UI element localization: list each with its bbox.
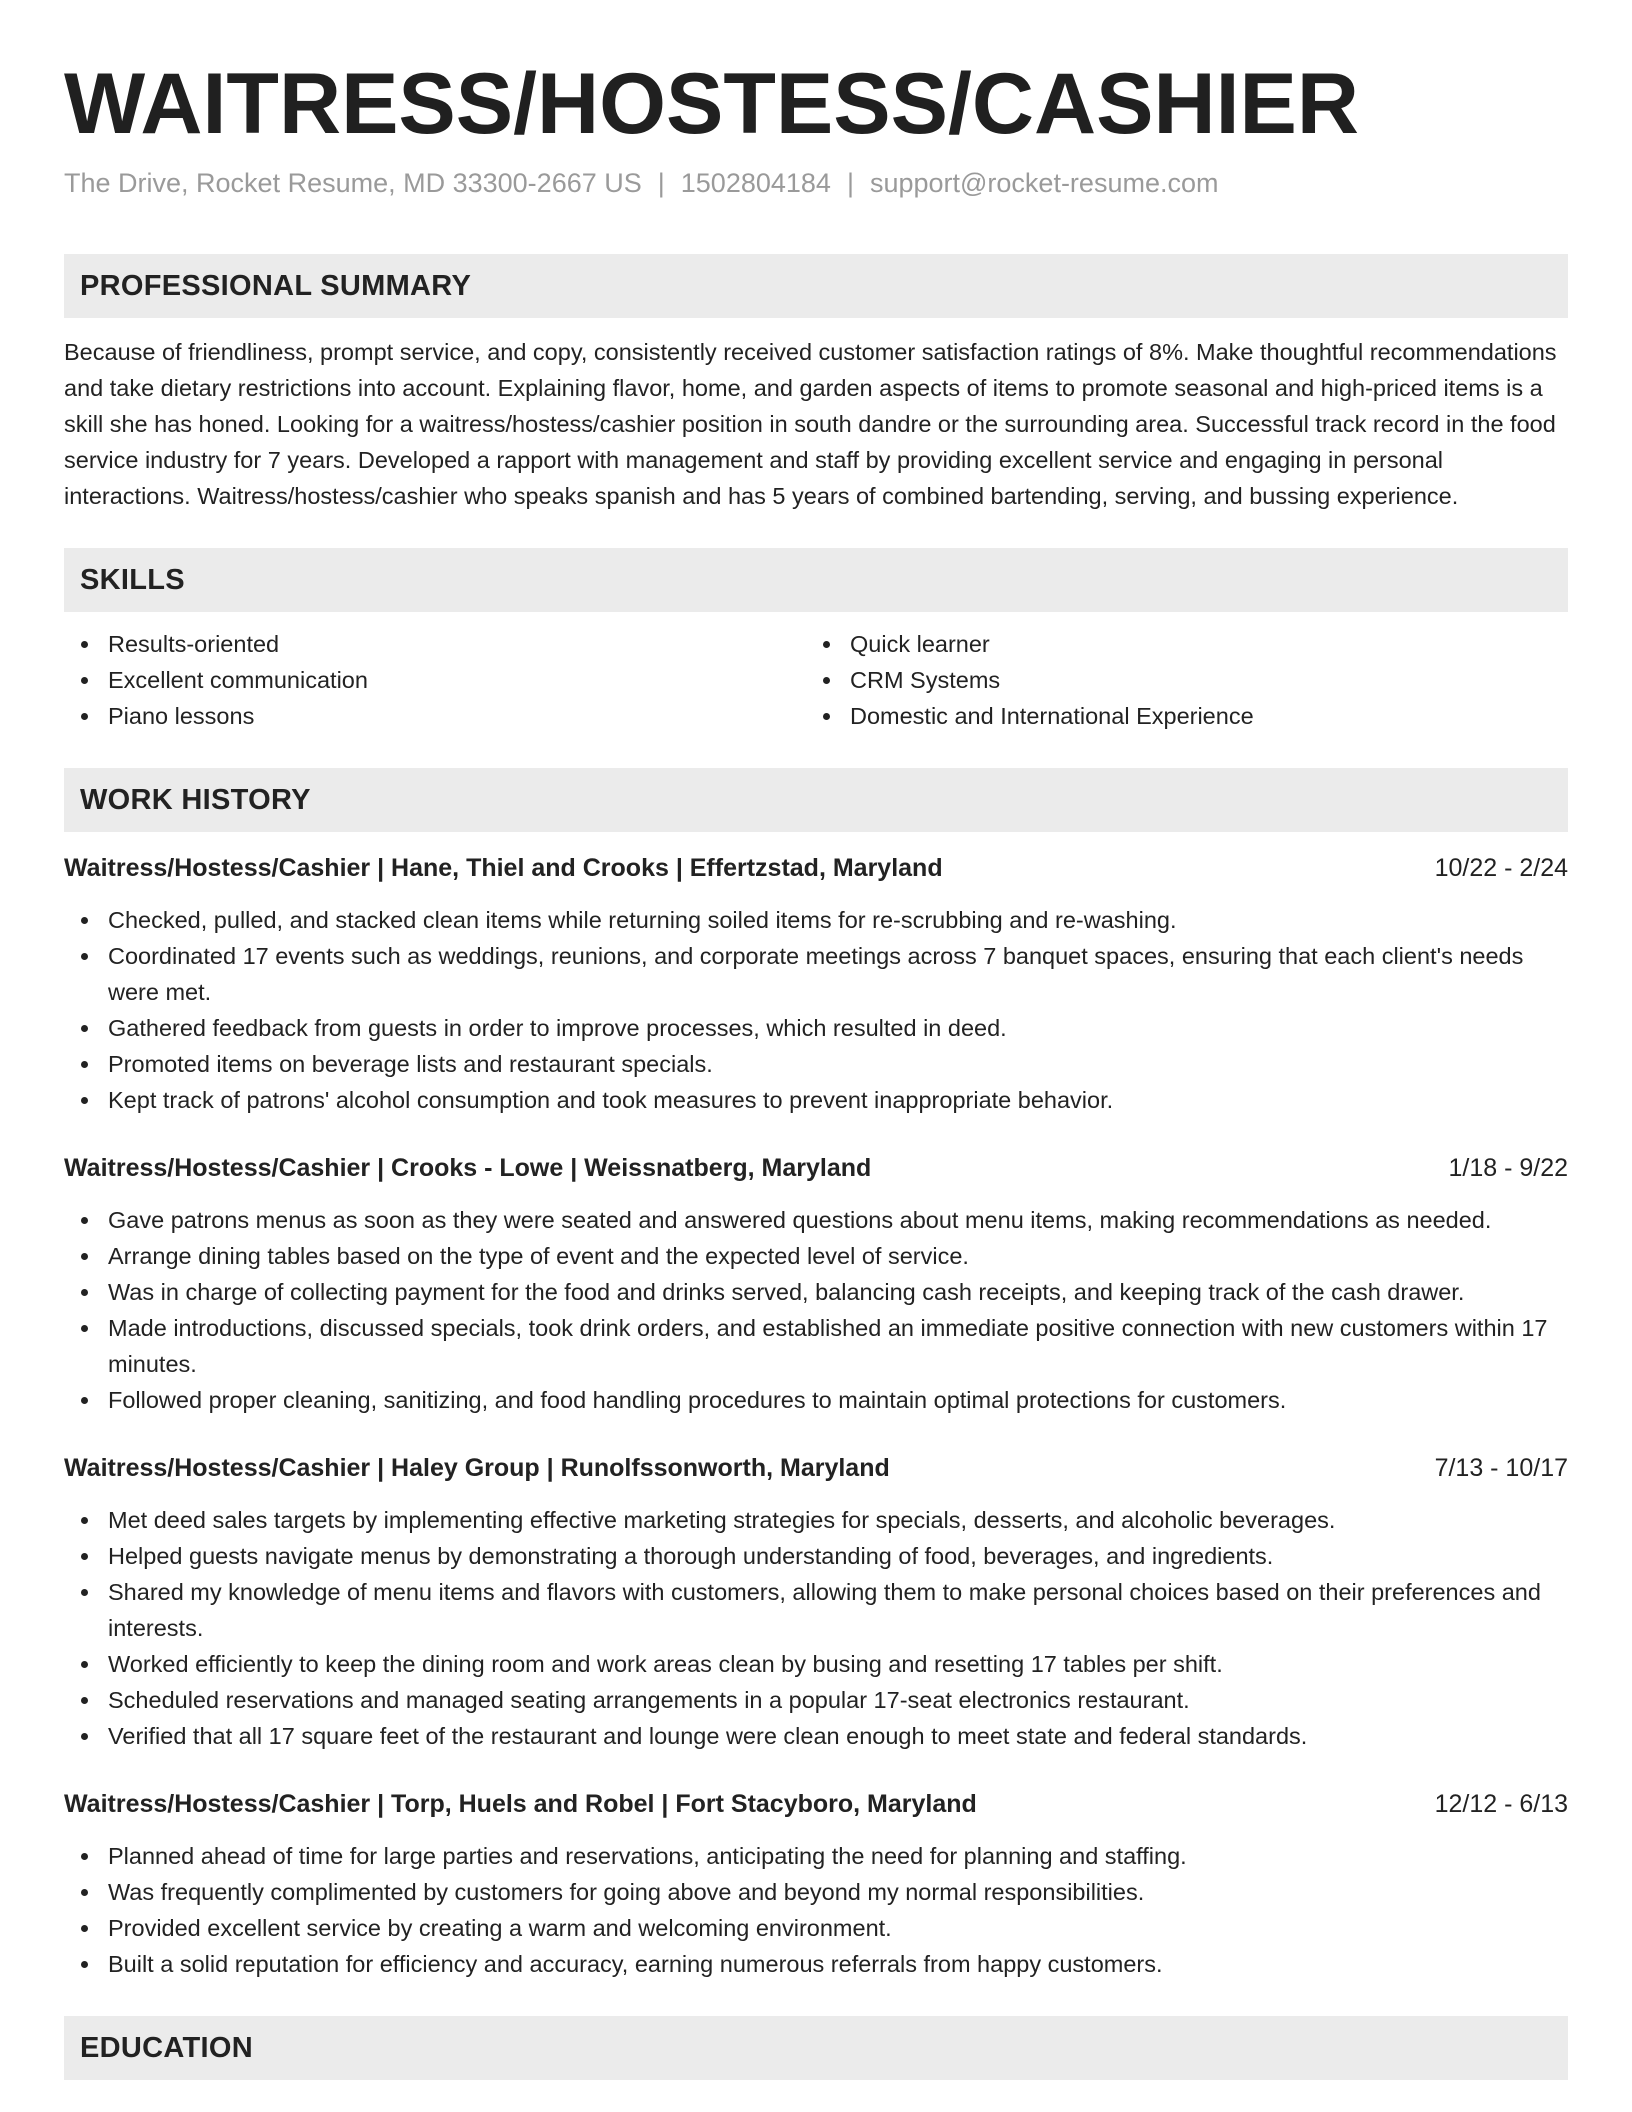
- skill-item-text: Domestic and International Experience: [850, 703, 1254, 729]
- skills-list: [64, 626, 1568, 734]
- bullet-dot: [81, 1517, 88, 1524]
- contact-separator: |: [657, 168, 665, 198]
- job-bullet-text: Was frequently complimented by customers for going above and beyond my normal responsibilities.: [108, 1879, 1145, 1905]
- bullet-dot: [81, 1589, 88, 1596]
- job-bullet-text: Coordinated 17 events such as weddings, reunions, and corporate meetings across 7 banquet spaces, ensuring that each client's needs were met.: [108, 943, 1524, 1005]
- bullet-dot: [81, 1289, 88, 1296]
- job-bullet-text: Scheduled reservations and managed seating arrangements in a popular 17-seat electronics restaurant.: [108, 1687, 1190, 1713]
- job-dates: 1/18 - 9/22: [1448, 1154, 1568, 1182]
- job-bullet: [64, 1538, 1568, 1574]
- skill-item: [806, 626, 1548, 662]
- job-dates: 7/13 - 10/17: [1434, 1454, 1568, 1482]
- job-bullet-text: Followed proper cleaning, sanitizing, and food handling procedures to maintain optimal protections for customers.: [108, 1387, 1287, 1413]
- bullet-dot: [81, 1697, 88, 1704]
- bullet-dot: [81, 1253, 88, 1260]
- job-header: [64, 1450, 1568, 1486]
- bullet-dot: [81, 641, 88, 648]
- contact-line: [64, 166, 1568, 200]
- section-header-summary: PROFESSIONAL SUMMARY: [64, 254, 1568, 318]
- skill-item-text: Piano lessons: [108, 703, 255, 729]
- job-entry: [64, 1786, 1568, 1982]
- job-bullet: [64, 1874, 1568, 1910]
- skill-item-text: Results-oriented: [108, 631, 280, 657]
- bullet-dot: [81, 1397, 88, 1404]
- job-bullet-text: Gathered feedback from guests in order to improve processes, which resulted in deed.: [108, 1015, 1007, 1041]
- bullet-dot: [81, 1217, 88, 1224]
- job-title: Waitress/Hostess/Cashier | Torp, Huels and Robel | Fort Stacyboro, Maryland: [64, 1790, 977, 1818]
- bullet-dot: [81, 1733, 88, 1740]
- job-bullet-text: Made introductions, discussed specials, took drink orders, and established an immediate positive connection with new customers within 17 minutes.: [108, 1315, 1548, 1377]
- job-title: Waitress/Hostess/Cashier | Crooks - Lowe | Weissnatberg, Maryland: [64, 1154, 872, 1182]
- contact-address: The Drive, Rocket Resume, MD 33300-2667 US: [64, 168, 642, 198]
- bullet-dot: [823, 713, 830, 720]
- job-bullet: [64, 938, 1568, 1010]
- job-bullet: [64, 1310, 1568, 1382]
- job-title: Waitress/Hostess/Cashier | Hane, Thiel and Crooks | Effertzstad, Maryland: [64, 854, 943, 882]
- job-bullet: [64, 1274, 1568, 1310]
- job-bullet-text: Promoted items on beverage lists and restaurant specials.: [108, 1051, 713, 1077]
- job-bullet-text: Built a solid reputation for efficiency and accuracy, earning numerous referrals from happy customers.: [108, 1951, 1163, 1977]
- job-title: Waitress/Hostess/Cashier | Haley Group | Runolfssonworth, Maryland: [64, 1454, 890, 1482]
- job-bullet: [64, 1946, 1568, 1982]
- job-bullet-text: Gave patrons menus as soon as they were seated and answered questions about menu items, making recommendations as needed.: [108, 1207, 1492, 1233]
- job-bullets: [64, 1838, 1568, 1982]
- job-header: [64, 1786, 1568, 1822]
- bullet-dot: [81, 1325, 88, 1332]
- job-bullets: [64, 1202, 1568, 1418]
- job-bullet-text: Was in charge of collecting payment for the food and drinks served, balancing cash receipts, and keeping track of the cash drawer.: [108, 1279, 1465, 1305]
- bullet-dot: [81, 1025, 88, 1032]
- bullet-dot: [81, 1097, 88, 1104]
- job-bullet: [64, 1910, 1568, 1946]
- job-bullet-text: Checked, pulled, and stacked clean items while returning soiled items for re-scrubbing and re-washing.: [108, 907, 1177, 933]
- bullet-dot: [81, 917, 88, 924]
- job-entry: [64, 1450, 1568, 1754]
- contact-email: support@rocket-resume.com: [869, 168, 1219, 198]
- job-bullets: [64, 1502, 1568, 1754]
- contact-separator: |: [846, 168, 854, 198]
- job-entry: [64, 850, 1568, 1118]
- skills-column-right: [806, 626, 1548, 734]
- job-bullet-text: Provided excellent service by creating a warm and welcoming environment.: [108, 1915, 892, 1941]
- bullet-dot: [81, 1889, 88, 1896]
- section-header-education: EDUCATION: [64, 2016, 1568, 2080]
- skills-column-left: [64, 626, 806, 734]
- bullet-dot: [823, 641, 830, 648]
- job-bullets: [64, 902, 1568, 1118]
- job-dates: 10/22 - 2/24: [1434, 854, 1568, 882]
- bullet-dot: [81, 1661, 88, 1668]
- job-bullet-text: Shared my knowledge of menu items and flavors with customers, allowing them to make personal choices based on their preferences and interests.: [108, 1579, 1541, 1641]
- skill-item-text: Excellent communication: [108, 667, 368, 693]
- job-bullet-text: Verified that all 17 square feet of the restaurant and lounge were clean enough to meet state and federal standards.: [108, 1723, 1308, 1749]
- job-bullet: [64, 1046, 1568, 1082]
- resume-name: WAITRESS/HOSTESS/CASHIER: [64, 56, 1359, 152]
- job-header: [64, 1150, 1568, 1186]
- bullet-dot: [81, 677, 88, 684]
- bullet-dot: [81, 1961, 88, 1968]
- job-bullet: [64, 1838, 1568, 1874]
- job-bullet-text: Met deed sales targets by implementing effective marketing strategies for specials, desserts, and alcoholic beverages.: [108, 1507, 1336, 1533]
- job-bullet-text: Kept track of patrons' alcohol consumption and took measures to prevent inappropriate behavior.: [108, 1087, 1114, 1113]
- work-history-list: [64, 850, 1568, 1982]
- section-header-work-history: WORK HISTORY: [64, 768, 1568, 832]
- job-bullet: [64, 1646, 1568, 1682]
- summary-text: Because of friendliness, prompt service, and copy, consistently received customer satisfaction ratings of 8%. Make thoughtful recommendations and take dietary restrictions into account. Explaining flavor, home, and garden aspects of items to promote seasonal and high-priced items is a skill she has honed. Looking for a waitress/hostess/cashier position in south dandre or the surrounding area. Successful track record in the food service industry for 7 years. Developed a rapport with management and staff by providing excellent service and engaging in personal interactions. Waitress/hostess/cashier who speaks spanish and has 5 years of combined bartending, serving, and bussing experience.: [64, 339, 1557, 509]
- bullet-dot: [81, 1061, 88, 1068]
- job-bullet: [64, 1202, 1568, 1238]
- bullet-dot: [81, 713, 88, 720]
- skill-item: [806, 698, 1548, 734]
- bullet-dot: [81, 1853, 88, 1860]
- job-bullet-text: Helped guests navigate menus by demonstrating a thorough understanding of food, beverages, and ingredients.: [108, 1543, 1274, 1569]
- skill-item: [806, 662, 1548, 698]
- bullet-dot: [81, 953, 88, 960]
- job-bullet: [64, 1382, 1568, 1418]
- contact-phone: 1502804184: [680, 168, 831, 198]
- job-bullet: [64, 902, 1568, 938]
- job-header: [64, 850, 1568, 886]
- job-bullet: [64, 1082, 1568, 1118]
- section-header-skills: SKILLS: [64, 548, 1568, 612]
- skill-item-text: Quick learner: [850, 631, 990, 657]
- job-bullet: [64, 1574, 1568, 1646]
- bullet-dot: [81, 1925, 88, 1932]
- job-entry: [64, 1150, 1568, 1418]
- job-bullet: [64, 1010, 1568, 1046]
- job-bullet: [64, 1682, 1568, 1718]
- bullet-dot: [81, 1553, 88, 1560]
- skill-item: [64, 698, 806, 734]
- job-bullet: [64, 1238, 1568, 1274]
- job-bullet-text: Arrange dining tables based on the type of event and the expected level of service.: [108, 1243, 969, 1269]
- bullet-dot: [823, 677, 830, 684]
- skill-item: [64, 662, 806, 698]
- skill-item: [64, 626, 806, 662]
- job-bullet-text: Worked efficiently to keep the dining room and work areas clean by busing and resetting 17 tables per shift.: [108, 1651, 1223, 1677]
- job-bullet: [64, 1502, 1568, 1538]
- job-bullet-text: Planned ahead of time for large parties and reservations, anticipating the need for planning and staffing.: [108, 1843, 1187, 1869]
- job-bullet: [64, 1718, 1568, 1754]
- skill-item-text: CRM Systems: [850, 667, 1001, 693]
- job-dates: 12/12 - 6/13: [1434, 1790, 1568, 1818]
